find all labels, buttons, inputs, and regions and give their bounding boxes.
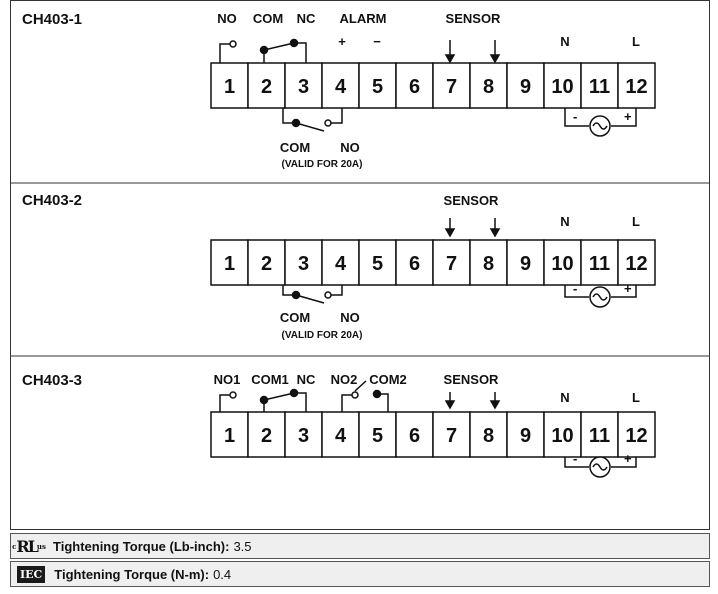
- relay2-no-label: NO2: [330, 372, 358, 387]
- terminal-number: 3: [297, 253, 310, 275]
- sensor-label: SENSOR: [443, 193, 499, 208]
- terminal-strip: [211, 412, 655, 457]
- terminal-number: 11: [588, 253, 611, 275]
- neutral-label: N: [560, 214, 570, 229]
- torque-label: Tightening Torque (N-m):: [54, 566, 210, 582]
- supply-minus-label: -: [573, 281, 578, 296]
- terminal-number: 10: [551, 253, 574, 275]
- relay1-com-label: COM1: [251, 372, 289, 387]
- terminal-number: 8: [482, 253, 495, 275]
- supply-minus-label: -: [573, 109, 578, 124]
- relay-no-label: NO: [217, 11, 237, 26]
- aux-note: (VALID FOR 20A): [281, 330, 363, 341]
- sensor-label: SENSOR: [445, 11, 501, 26]
- relay1-nc-label: NC: [296, 372, 316, 387]
- terminal-strip: [211, 240, 655, 285]
- aux-relay-switch-icon: [283, 108, 342, 131]
- terminal-number: 11: [588, 425, 611, 447]
- terminal-number: 1: [223, 253, 236, 275]
- relay-nc-label: NC: [296, 11, 316, 26]
- section-title: CH403-1: [22, 11, 83, 28]
- terminal-number: 1: [223, 76, 236, 98]
- terminal-number: 5: [371, 425, 384, 447]
- neutral-label: N: [560, 34, 570, 49]
- iec-mark-icon: IEC: [17, 566, 45, 583]
- terminal-number: 9: [519, 425, 532, 447]
- relay2-com-label: COM2: [369, 372, 407, 387]
- aux-no-label: NO: [340, 140, 360, 155]
- terminal-strip: [211, 63, 655, 108]
- alarm-label: ALARM: [339, 11, 387, 26]
- aux-note: (VALID FOR 20A): [281, 159, 363, 170]
- terminal-number: 5: [371, 76, 384, 98]
- aux-com-label: COM: [279, 310, 311, 325]
- section-ch403-2: [22, 192, 655, 341]
- supply-minus-label: -: [573, 451, 578, 466]
- relay-switch-icon: [220, 40, 306, 64]
- supply-plus-label: +: [624, 281, 632, 296]
- aux-com-label: COM: [279, 140, 311, 155]
- line-label: L: [632, 214, 640, 229]
- sensor-arrow-icon: [446, 40, 499, 62]
- terminal-number: 2: [260, 253, 273, 275]
- terminal-number: 3: [297, 76, 310, 98]
- terminal-number: 2: [260, 76, 273, 98]
- terminal-number: 10: [551, 76, 574, 98]
- torque-value: 0.4: [213, 566, 232, 582]
- sensor-arrow-icon: [446, 392, 499, 408]
- terminal-number: 7: [445, 253, 458, 275]
- ul-mark-icon: c 𝐑𝐋 us: [12, 536, 46, 556]
- sensor-label: SENSOR: [443, 372, 499, 387]
- line-label: L: [632, 390, 640, 405]
- terminal-number: 3: [297, 425, 310, 447]
- neutral-label: N: [560, 390, 570, 405]
- supply-plus-label: +: [624, 451, 632, 466]
- terminal-number: 6: [408, 76, 421, 98]
- terminal-number: 8: [482, 76, 495, 98]
- terminal-number: 12: [625, 253, 648, 275]
- terminal-number: 9: [519, 76, 532, 98]
- alarm-minus-label: −: [373, 34, 381, 49]
- supply-plus-label: +: [624, 109, 632, 124]
- section-ch403-3: [22, 372, 655, 477]
- relay-com-label: COM: [252, 11, 284, 26]
- terminal-number: 7: [445, 425, 458, 447]
- sensor-arrow-icon: [446, 218, 499, 236]
- terminal-number: 1: [223, 425, 236, 447]
- terminal-number: 6: [408, 253, 421, 275]
- terminal-number: 12: [625, 76, 648, 98]
- terminal-number: 7: [445, 76, 458, 98]
- terminal-number: 12: [625, 425, 648, 447]
- terminal-number: 4: [334, 425, 347, 447]
- section-ch403-1: [22, 11, 655, 170]
- aux-no-label: NO: [340, 310, 360, 325]
- torque-value: 3.5: [233, 538, 252, 554]
- terminal-number: 9: [519, 253, 532, 275]
- iec-torque-row: [10, 561, 710, 587]
- relay1-no-label: NO1: [213, 372, 241, 387]
- terminal-number: 11: [588, 76, 611, 98]
- terminal-number: 2: [260, 425, 273, 447]
- aux-relay-switch-icon: [283, 285, 342, 303]
- terminal-number: 4: [334, 76, 347, 98]
- line-label: L: [632, 34, 640, 49]
- section-title: CH403-3: [22, 372, 83, 389]
- terminal-number: 8: [482, 425, 495, 447]
- torque-label: Tightening Torque (Lb-inch):: [53, 538, 230, 554]
- terminal-number: 5: [371, 253, 384, 275]
- terminal-number: 10: [551, 425, 574, 447]
- relay1-switch-icon: [220, 390, 306, 413]
- terminal-number: 6: [408, 425, 421, 447]
- section-title: CH403-2: [22, 192, 83, 209]
- ul-torque-row: [10, 533, 710, 559]
- alarm-plus-label: +: [338, 34, 346, 49]
- terminal-number: 4: [334, 253, 347, 275]
